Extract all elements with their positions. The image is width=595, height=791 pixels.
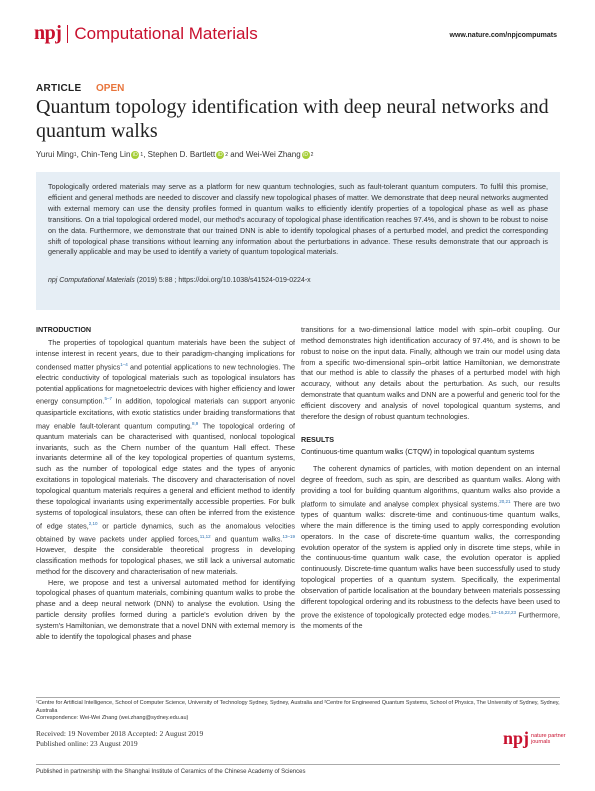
author-name[interactable]: Chin-Teng Lin [81, 150, 131, 159]
article-title: Quantum topology identification with deep neural networks and quantum walks [36, 96, 549, 142]
reference-link[interactable]: 5–7 [104, 396, 112, 402]
reference-link[interactable]: 11,12 [199, 533, 211, 539]
author-affiliation-mark: 2 [310, 151, 314, 158]
nature-partner-journals-logo [503, 728, 566, 749]
journal-name: Computational Materials [74, 23, 258, 43]
text-run: Furthermore, the moments of the [301, 610, 560, 630]
text-run: or particle dynamics, such as the anomalous velocities obtained by wave packets under applied forces, [36, 520, 295, 544]
affiliations-footnote [36, 700, 560, 723]
body-paragraph [301, 464, 560, 631]
author-affiliation-mark: 1 [73, 151, 77, 158]
text-run: The coherent dynamics of particles, with motion dependent on an internal degree of freedom, such as spin, are described as quantum walks. Along with providing a tool for building quantum algorithms, quantum walks also provide a platform to simulate and analyse complex physical systems. [301, 464, 560, 509]
abstract-text: Topologically ordered materials may serve as a platform for new quantum technologies, such as fault-tolerant quantum computers. To fulfil this promise, efficient and general methods are needed to discover and classify new topological phases of matter. We demonstrate that deep neural networks augmented with external memory can use the density profiles formed in quantum walks to efficiently identify properties of a topological phase as well as phase transitions. On a trial topological ordered model, our method's accuracy of topological phase identification reaches 97.4%, and is shown to be robust to noise on the data. Furthermore, we demonstrate that our trained DNN is able to identify topological phases of a perturbed model, and predict the corresponding shift of topological phase transitions without learning any information about the perturbations in advance. These results demonstrate that our approach is generally applicable and may be used to identify a variety of quantum topological materials. [48, 182, 548, 257]
received-accepted-dates: Received: 19 November 2018 Accepted: 2 August 2019 [36, 729, 204, 738]
reference-link[interactable]: 13–16,22,23 [491, 609, 517, 615]
text-run: There are two types of quantum walks: discrete-time and continuous-time quantum walks, where the main difference is the timing used to apply corresponding evolution operators. In the case of discrete-time quantum walks, the corresponding evolution operator of the system is applied only in discrete time steps, while in the continuous-time quantum walk case, the evolution operator is applied continuously. Discrete-time quantum walks have been successfully used to study topological properties of a quantum system. Specifically, the experimental observation of particle localisation at the boundary between materials possessing different topological ordering and its robustness to the defects have been used to prove the existence of topologically protected edge modes. [301, 499, 560, 620]
text-run: However, despite the considerable theoretical progress in developing classification methods for topological phases, we still lack a universal automatic method for the discovery and characterisation of new materials. [36, 544, 295, 576]
footnote-divider [36, 697, 560, 698]
author-name[interactable]: Stephen D. Bartlett [147, 150, 216, 159]
author-affiliation-mark: 1 [140, 151, 144, 158]
orcid-icon[interactable]: iD [217, 151, 223, 158]
published-online-date: Published online: 23 August 2019 [36, 739, 138, 748]
citation-doi-link[interactable]: (2019) 5:88 ; https://doi.org/10.1038/s41524-019-0224-x [134, 277, 311, 284]
section-heading-introduction: INTRODUCTION [36, 325, 92, 334]
reference-link[interactable]: 13–19 [282, 533, 295, 539]
text-run: In addition, topological materials can support anyonic quasiparticle excitations, with exotic statistics under braiding transformations that may enable fault-tolerant quantum computing. [36, 396, 295, 430]
np-logo-line1: nature partner [531, 732, 566, 739]
reference-link[interactable]: 20,21 [499, 498, 511, 504]
journal-url-link[interactable]: www.nature.com/npjcompumats [449, 32, 557, 39]
reference-link[interactable]: 2,10 [88, 520, 98, 526]
np-logo-line2: journals [531, 738, 551, 745]
np-logo-text [531, 733, 566, 745]
open-access-label: OPEN [96, 83, 125, 94]
orcid-icon[interactable]: iD [303, 151, 309, 158]
logo-divider [67, 25, 68, 43]
body-paragraph: transitions for a two-dimensional lattice model with spin–orbit coupling. Our method demonstrates high identification accuracy of 97.4%, and is shown to be robust to noise on the input data. Finally, although we train our model using data from a specific two-dimensional spin–orbit lattice Hamiltonian, we demonstrate that our method is able to classify the phases of a perturbed model with high accuracy, without any details about the perturbation. As such, our results demonstrate that quantum walks and DNN are a powerful and generic tool for the efficient discovery and analysis of novel topological quantum systems, and therefore the design of robust quantum technologies. [301, 325, 560, 421]
journal-logo [34, 22, 258, 45]
text-run: The properties of topological quantum materials have been the subject of intense interest in recent years, due to their paradigm-changing implications for condensed matter physics [36, 337, 295, 371]
citation-journal: npj Computational Materials [48, 277, 135, 284]
author-list: Yurui Ming 1 , Chin-Teng Lin iD 1 , Stephen D. Bartlett iD 2 and Wei-Wei Zhang iD 2 [36, 150, 314, 159]
text-run: The topological ordering of quantum materials can be characterised with quantised, nonlocal topological invariants, such as the Chern number of the quantum Hall effect. These invariants determine all of the key topological properties of quantum systems, such as the number of topological edge states and the types of anyonic excitations in topological materials. The discovery and characterisation of novel topological quantum materials requires a general and efficient method to identify these topological invariants using experimentally accessible properties. For bulk systems of topological insulators, these can often be inferred from the existence of edge states, [36, 420, 295, 530]
text-run: and quantum walks. [210, 534, 283, 544]
text-run: and potential applications to new technologies. The electric conductivity of topological materials such as topological insulators has potential applications for magnetoelectric devices with higher efficiency and lower energy consumption. [36, 361, 295, 406]
section-heading-results: RESULTS [301, 434, 335, 444]
np-logo-npj: npj [503, 728, 530, 748]
article-type-label: ARTICLE [36, 83, 82, 94]
left-column [36, 325, 295, 643]
citation-line [48, 277, 548, 284]
body-paragraph [36, 338, 295, 578]
reference-link[interactable]: 1–4 [120, 361, 128, 367]
subsection-heading: Continuous-time quantum walks (CTQW) in topological quantum systems [301, 447, 535, 457]
page-footer-divider [36, 764, 560, 765]
orcid-icon[interactable]: iD [133, 151, 138, 158]
partnership-note: Published in partnership with the Shanghai Institute of Ceramics of the Chinese Academy of Sciences [36, 769, 306, 775]
author-name[interactable]: Yurui Ming [36, 150, 74, 159]
right-column [301, 325, 560, 632]
npj-logo-text: npj [34, 22, 62, 44]
body-paragraph: Here, we propose and test a universal automated method for identifying topological phases of quantum materials, combining quantum walks to probe the phase and a deep neural network (DNN) to analyse the evolution. Using the particle density profiles formed during a particle's evolution driven by the system's Hamiltonian, we demonstrate that a novel DNN with external memory is able to identify the topological phases and phase [36, 577, 295, 641]
reference-link[interactable]: 8,9 [192, 420, 199, 426]
author-name[interactable]: and Wei-Wei Zhang [230, 150, 301, 159]
author-affiliation-mark: 2 [225, 151, 229, 158]
correspondence-text[interactable]: Correspondence: Wei-Wei Zhang (wei.zhang@sydney.edu.au) [36, 715, 189, 721]
affiliations-text: ¹Centre for Artificial Intelligence, School of Computer Science, University of Technology Sydney, Sydney, Australia and ²Centre for Engineered Quantum Systems, School of Physics, The University of Sydney, Sydney, Australia [36, 700, 560, 714]
